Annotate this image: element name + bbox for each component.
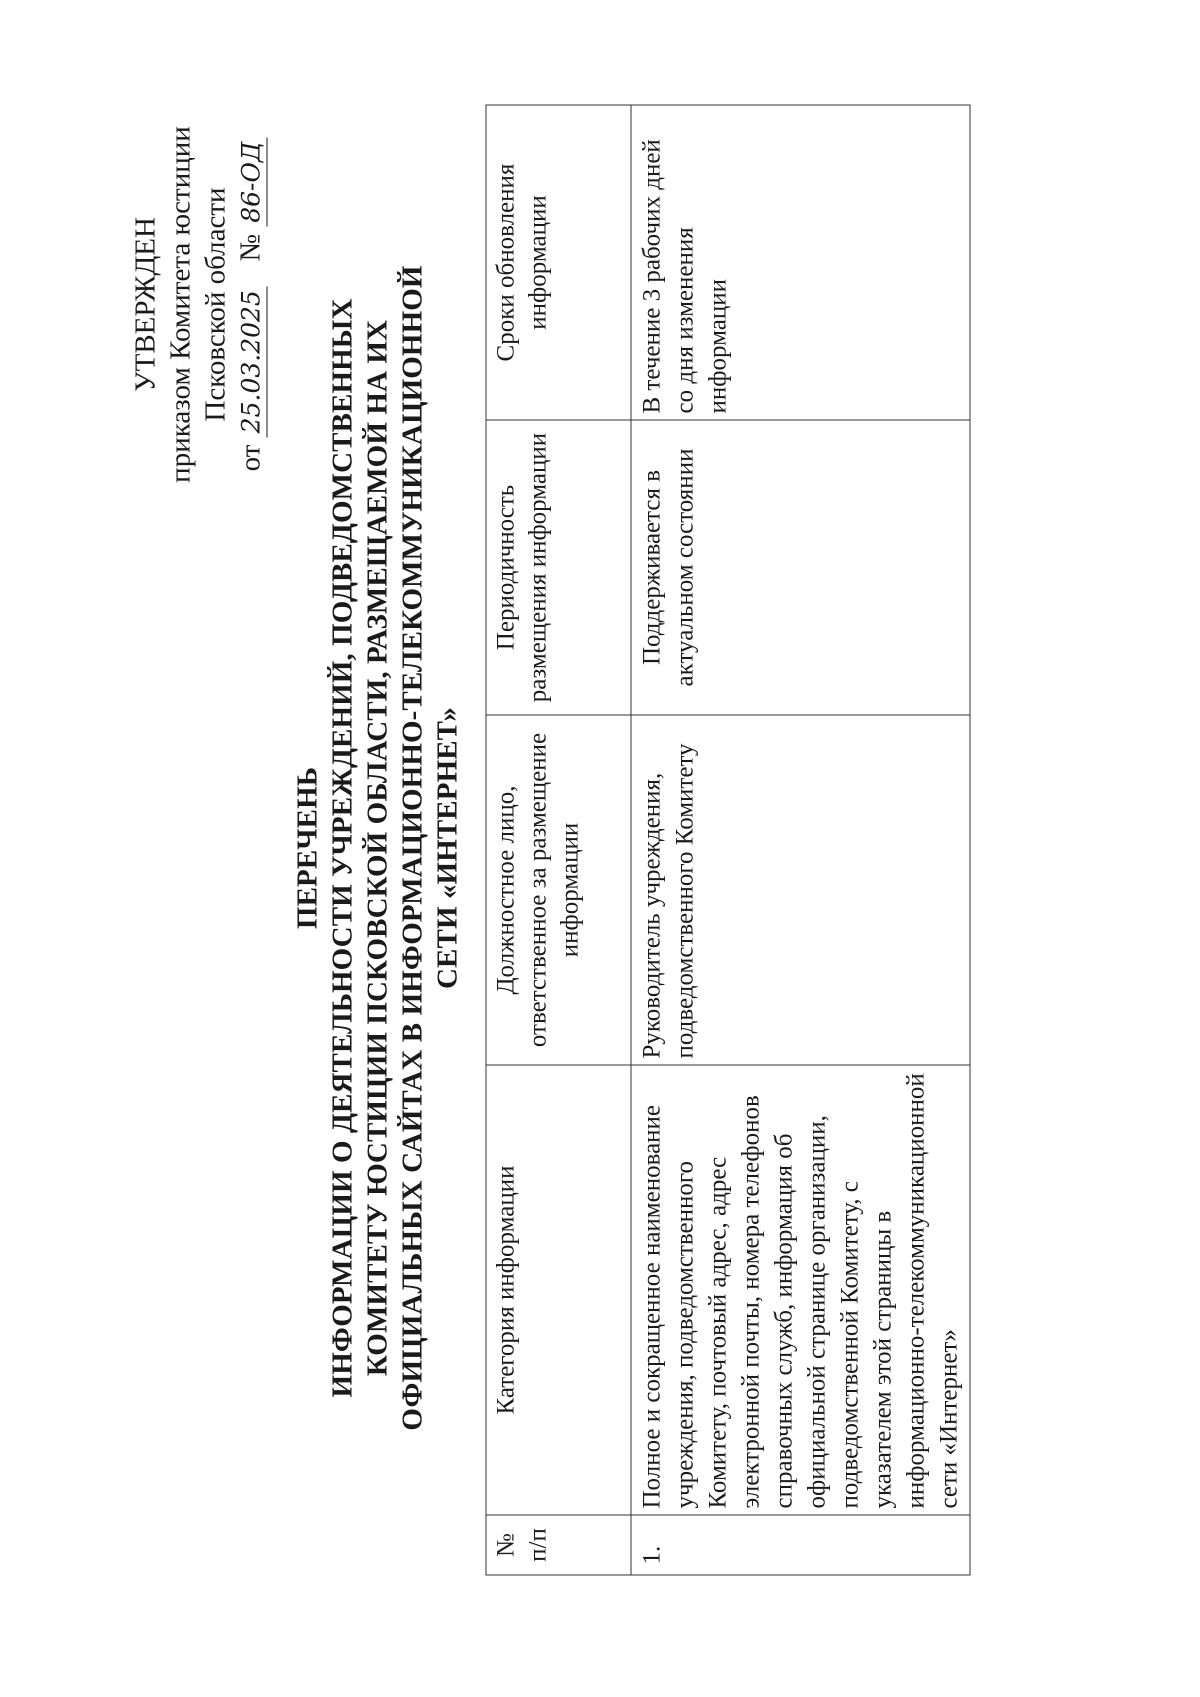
approval-region-line: Псковской области: [199, 187, 232, 422]
title-line-1: ПЕРЕЧЕНЬ: [291, 766, 324, 930]
document-page: [1, 0, 1200, 1697]
info-table: [486, 105, 971, 1576]
approval-date: 25.03.2025: [237, 286, 268, 437]
table-header-row: [486, 105, 631, 1575]
approval-heading: УТВЕРЖДЕН: [129, 217, 162, 392]
cell-periodicity: Поддерживается в актуальном состоянии: [631, 420, 970, 715]
title-line-5: СЕТИ «ИНТЕРНЕТ»: [431, 707, 464, 989]
title-line-4: ОФИЦИАЛЬНЫХ САЙТАХ В ИНФОРМАЦИОННО-ТЕЛЕКОММУНИКАЦИОННОЙ: [396, 265, 429, 1431]
table-row: [631, 105, 970, 1575]
approval-number: 86-ОД: [237, 138, 268, 227]
cell-terms: В течение 3 рабочих дней со дня изменения информации: [631, 105, 970, 420]
header-periodicity: Периодичность размещения информации: [486, 420, 631, 715]
header-num: № п/п: [486, 1515, 631, 1575]
header-category: Категория информации: [486, 1065, 631, 1515]
cell-category: Полное и сокращенное наименование учреждения, подведомственного Комитету, почтовый адрес, адрес электронной почты, номера телефонов справочных служб, информация об официальной странице организации, подведомственной Комитету, с указателем этой страницы в информационно-телекоммуникационной сети «Интернет»: [631, 1065, 970, 1515]
document-title: [291, 120, 466, 1577]
approval-number-label: №: [234, 234, 267, 262]
cell-official: Руководитель учреждения, подведомственного Комитету: [631, 715, 970, 1065]
approval-date-line: [234, 95, 269, 515]
cell-num: 1.: [631, 1515, 970, 1575]
approval-order-line: приказом Комитета юстиции: [164, 126, 197, 483]
title-line-3: КОМИТЕТУ ЮСТИЦИИ ПСКОВСКОЙ ОБЛАСТИ, РАЗМЕЩАЕМОЙ НА ИХ: [361, 319, 394, 1377]
approval-from-label: от: [234, 444, 267, 472]
header-terms: Сроки обновления информации: [486, 105, 631, 420]
approval-stamp: [129, 95, 269, 515]
header-official: Должностное лицо, ответственное за размещение информации: [486, 715, 631, 1065]
title-line-2: ИНФОРМАЦИИ О ДЕЯТЕЛЬНОСТИ УЧРЕЖДЕНИЙ, ПОДВЕДОМСТВЕННЫХ: [326, 298, 359, 1398]
